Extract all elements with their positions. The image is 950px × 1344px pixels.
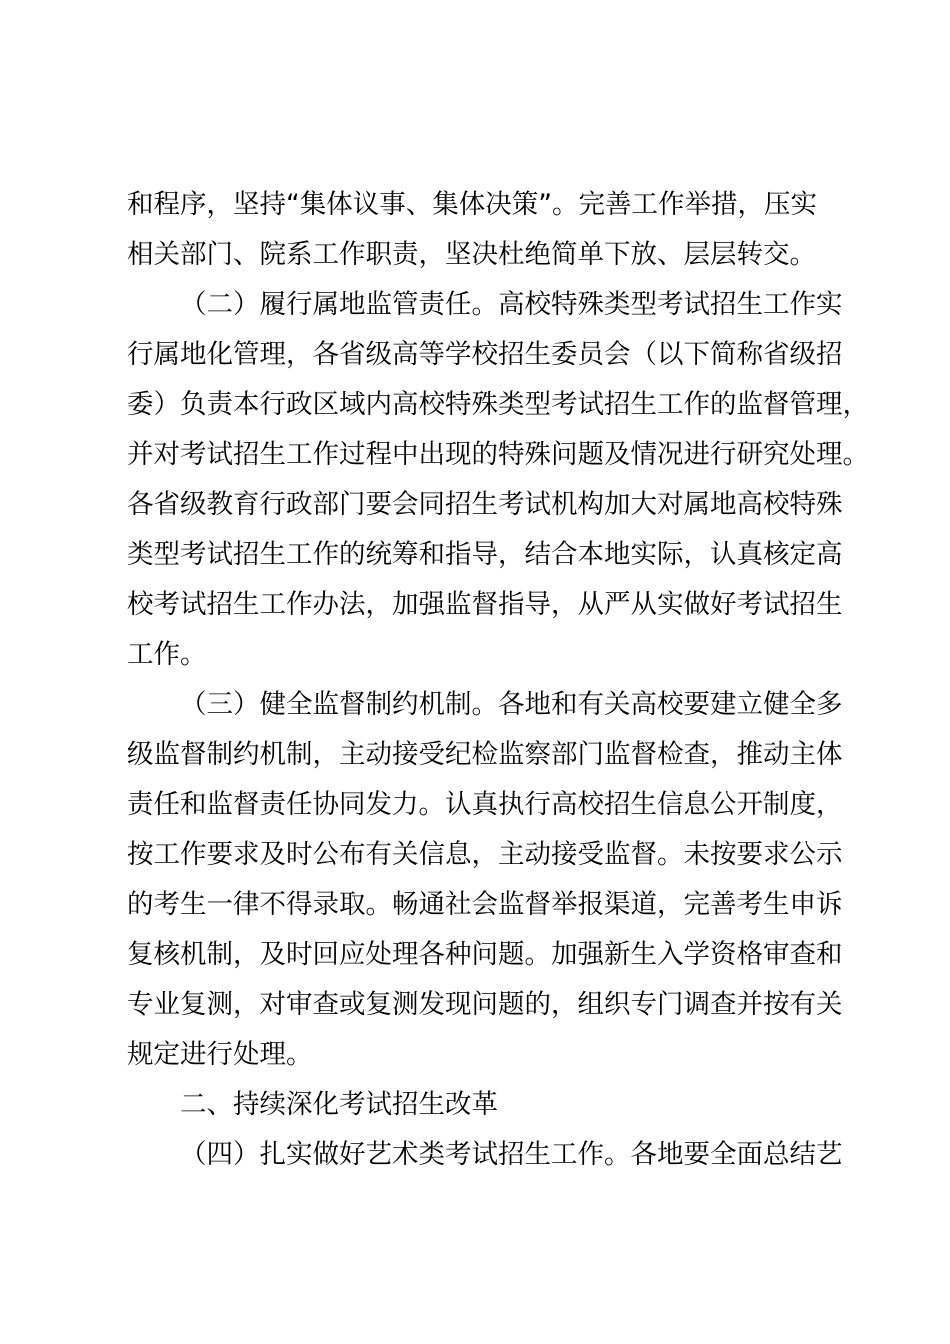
section-heading: 二、持续深化考试招生改革	[180, 1089, 498, 1120]
text-line: 复核机制，及时回应处理各种问题。加强新生入学资格审查和	[127, 939, 843, 970]
text-line: 责任和监督责任协同发力。认真执行高校招生信息公开制度，	[127, 789, 843, 820]
text-line: 工作。	[127, 639, 207, 670]
paragraph-start: （二）履行属地监管责任。高校特殊类型考试招生工作实	[180, 289, 843, 320]
text-line: 相关部门、院系工作职责，坚决杜绝简单下放、层层转交。	[127, 239, 816, 270]
text-line: 专业复测，对审查或复测发现问题的，组织专门调查并按有关	[127, 989, 843, 1020]
text-line: 并对考试招生工作过程中出现的特殊问题及情况进行研究处理。	[127, 439, 869, 470]
text-line: 委）负责本行政区域内高校特殊类型考试招生工作的监督管理，	[127, 389, 869, 420]
text-line: 类型考试招生工作的统筹和指导，结合本地实际，认真核定高	[127, 539, 843, 570]
text-line: 各省级教育行政部门要会同招生考试机构加大对属地高校特殊	[127, 489, 843, 520]
paragraph-start: （四）扎实做好艺术类考试招生工作。各地要全面总结艺	[180, 1139, 843, 1170]
text-line: 规定进行处理。	[127, 1039, 313, 1070]
text-line: 级监督制约机制，主动接受纪检监察部门监督检查，推动主体	[127, 739, 843, 770]
text-line: 和程序，坚持“集体议事、集体决策”。完善工作举措，压实	[127, 189, 817, 220]
text-line: 的考生一律不得录取。畅通社会监督举报渠道，完善考生申诉	[127, 889, 843, 920]
paragraph-start: （三）健全监督制约机制。各地和有关高校要建立健全多	[180, 689, 843, 720]
text-line: 行属地化管理，各省级高等学校招生委员会（以下简称省级招	[127, 339, 843, 370]
text-line: 按工作要求及时公布有关信息，主动接受监督。未按要求公示	[127, 839, 843, 870]
text-line: 校考试招生工作办法，加强监督指导，从严从实做好考试招生	[127, 589, 843, 620]
